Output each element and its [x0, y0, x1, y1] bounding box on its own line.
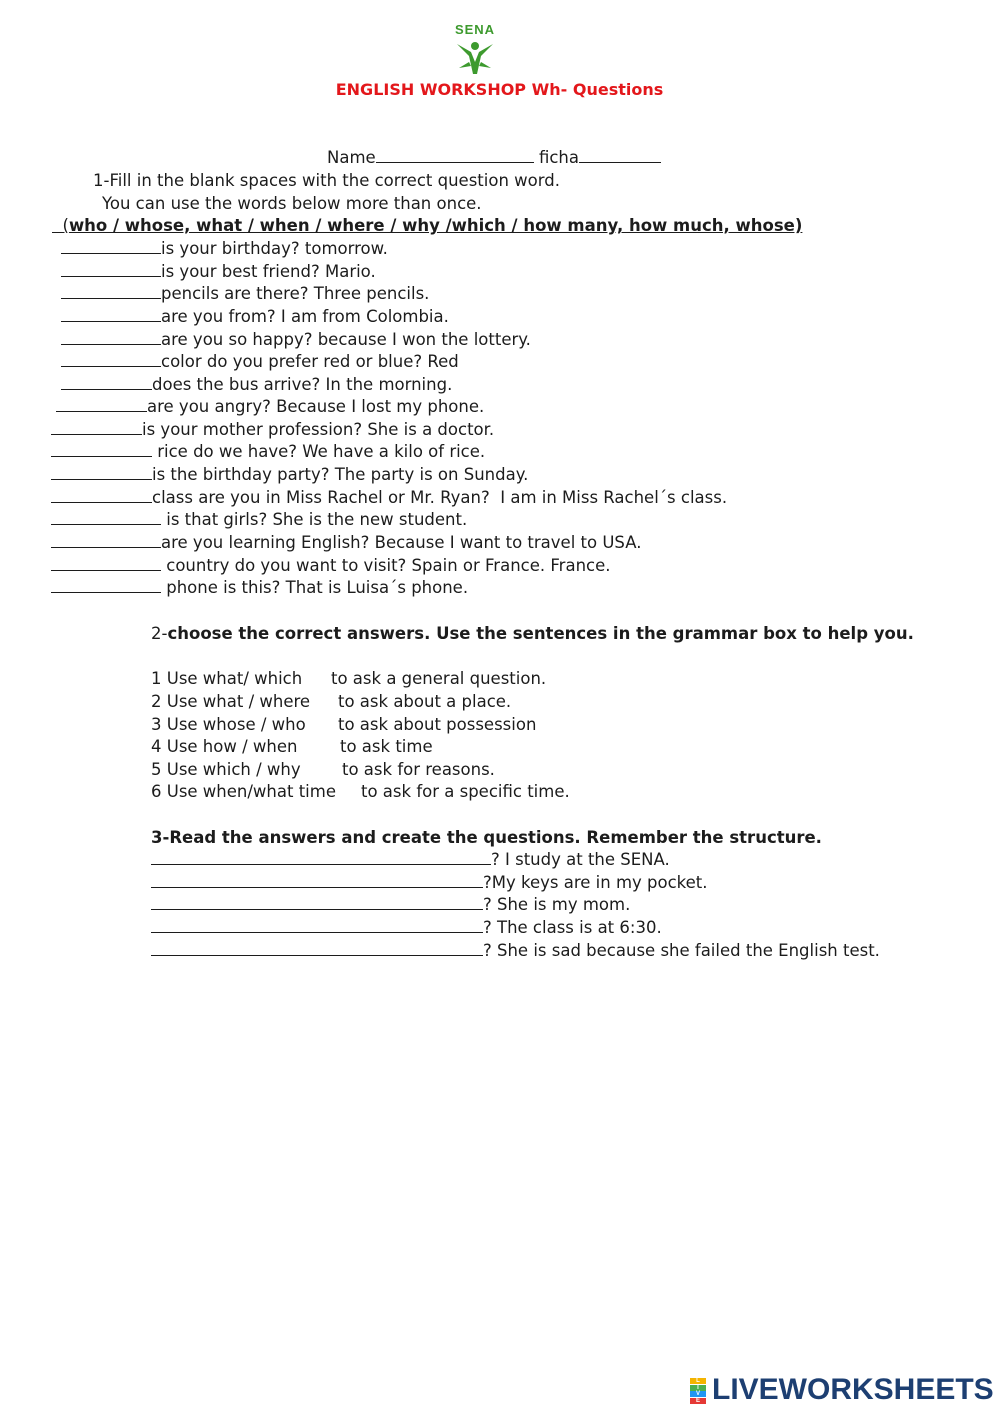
s2-choice[interactable]: 5 Use which / why	[151, 760, 301, 779]
s1-item-text: are you so happy? because I won the lottery.	[161, 330, 531, 349]
question-blank[interactable]	[151, 849, 491, 865]
name-field[interactable]	[376, 147, 534, 163]
s1-item-text: is your best friend? Mario.	[161, 262, 376, 281]
s3-answer: ? She is my mom.	[483, 895, 631, 914]
answer-blank[interactable]	[51, 555, 161, 571]
s1-item	[51, 577, 468, 599]
answer-blank[interactable]	[51, 577, 161, 593]
s2-choice[interactable]: 3 Use whose / who	[151, 715, 306, 734]
s3-answer: ? She is sad because she failed the English test.	[483, 941, 880, 960]
s2-choice[interactable]: 1 Use what/ which	[151, 669, 303, 688]
answer-blank[interactable]	[61, 329, 161, 345]
word-bank-text: who / whose, what / when / where / why /which / how many, how much, whose)	[68, 216, 803, 235]
s1-item-text: is that girls? She is the new student.	[161, 510, 468, 529]
s1-item	[56, 396, 484, 418]
section2-number: 2-	[151, 624, 168, 643]
word-bank	[52, 215, 802, 237]
ficha-field[interactable]	[579, 147, 661, 163]
answer-blank[interactable]	[61, 238, 161, 254]
answer-blank[interactable]	[61, 374, 152, 390]
s2-item	[151, 668, 546, 690]
s2-choice[interactable]: 2 Use what / where	[151, 692, 311, 711]
s1-item	[51, 419, 494, 441]
answer-blank[interactable]	[51, 509, 161, 525]
answer-blank[interactable]	[51, 464, 152, 480]
s2-item	[151, 759, 495, 781]
s1-item	[51, 532, 641, 554]
page-title: ENGLISH WORKSHOP Wh- Questions	[335, 80, 664, 99]
s1-item-text: is the birthday party? The party is on Sunday.	[152, 465, 529, 484]
s2-item	[151, 781, 570, 803]
s1-item	[51, 464, 528, 486]
logo-text: SENA	[454, 22, 496, 37]
s1-item	[61, 283, 429, 305]
s2-purpose: to ask about a place.	[338, 692, 512, 711]
question-blank[interactable]	[151, 894, 483, 910]
question-blank[interactable]	[151, 940, 483, 956]
s2-item	[151, 714, 536, 736]
s2-purpose: to ask for a specific time.	[361, 782, 570, 801]
ficha-label: ficha	[538, 148, 579, 167]
s1-item-text: color do you prefer red or blue? Red	[161, 352, 459, 371]
liveworksheets-icon: L I V E	[690, 1378, 706, 1404]
section2-heading-text: choose the correct answers. Use the sentences in the grammar box to help you.	[167, 624, 914, 643]
question-blank[interactable]	[151, 872, 483, 888]
s1-item-text: country do you want to visit? Spain or France. France.	[161, 556, 611, 575]
s1-item-text: rice do we have? We have a kilo of rice.	[152, 442, 486, 461]
s1-item	[61, 238, 388, 260]
question-blank[interactable]	[151, 917, 483, 933]
answer-blank[interactable]	[61, 351, 161, 367]
s1-item-text: class are you in Miss Rachel or Mr. Ryan? I am in Miss Rachel´s class.	[152, 488, 728, 507]
s2-item	[151, 736, 433, 758]
s1-item-text: phone is this? That is Luisa´s phone.	[161, 578, 469, 597]
s1-item-text: pencils are there? Three pencils.	[161, 284, 430, 303]
answer-blank[interactable]	[51, 532, 161, 548]
liveworksheets-text: LIVEWORKSHEETS	[712, 1373, 994, 1406]
s3-item	[151, 940, 880, 962]
s3-item	[151, 917, 662, 939]
s3-item	[151, 849, 670, 871]
s1-item-text: are you angry? Because I lost my phone.	[147, 397, 485, 416]
s3-answer: ? I study at the SENA.	[491, 850, 670, 869]
section1-instruction-1: 1-Fill in the blank spaces with the correct question word.	[93, 171, 560, 190]
s1-item	[61, 351, 459, 373]
s1-item	[51, 509, 467, 531]
s2-item	[151, 691, 511, 713]
s1-item-text: is your mother profession? She is a doctor.	[142, 420, 495, 439]
s2-purpose: to ask a general question.	[331, 669, 547, 688]
section3-heading: 3-Read the answers and create the questions. Remember the structure.	[151, 828, 822, 847]
s1-item	[61, 261, 376, 283]
s2-purpose: to ask about possession	[338, 715, 537, 734]
s1-item-text: is your birthday? tomorrow.	[161, 239, 388, 258]
s1-item	[61, 329, 531, 351]
answer-blank[interactable]	[61, 306, 161, 322]
student-info-line	[327, 147, 661, 169]
s2-purpose: to ask for reasons.	[342, 760, 495, 779]
word-bank-open: (	[62, 216, 69, 235]
answer-blank[interactable]	[61, 261, 161, 277]
section2-heading	[151, 623, 914, 645]
s1-item	[61, 306, 449, 328]
section1-instruction-2: You can use the words below more than once.	[102, 194, 482, 213]
name-label: Name	[327, 148, 376, 167]
s1-item	[51, 487, 727, 509]
s1-item	[61, 374, 452, 396]
s3-answer: ?My keys are in my pocket.	[483, 873, 708, 892]
answer-blank[interactable]	[61, 283, 161, 299]
s3-item	[151, 872, 708, 894]
s1-item-text: does the bus arrive? In the morning.	[152, 375, 453, 394]
s1-item-text: are you from? I am from Colombia.	[161, 307, 449, 326]
s1-item	[51, 555, 611, 577]
s3-answer: ? The class is at 6:30.	[483, 918, 662, 937]
sena-logo	[447, 22, 503, 78]
s1-item	[51, 441, 485, 463]
answer-blank[interactable]	[56, 396, 147, 412]
s3-item	[151, 894, 630, 916]
s2-choice[interactable]: 4 Use how / when	[151, 737, 298, 756]
s1-item-text: are you learning English? Because I want to travel to USA.	[161, 533, 642, 552]
answer-blank[interactable]	[51, 419, 142, 435]
answer-blank[interactable]	[51, 487, 152, 503]
s2-choice[interactable]: 6 Use when/what time	[151, 782, 336, 801]
s2-purpose: to ask time	[340, 737, 433, 756]
answer-blank[interactable]	[51, 441, 152, 457]
